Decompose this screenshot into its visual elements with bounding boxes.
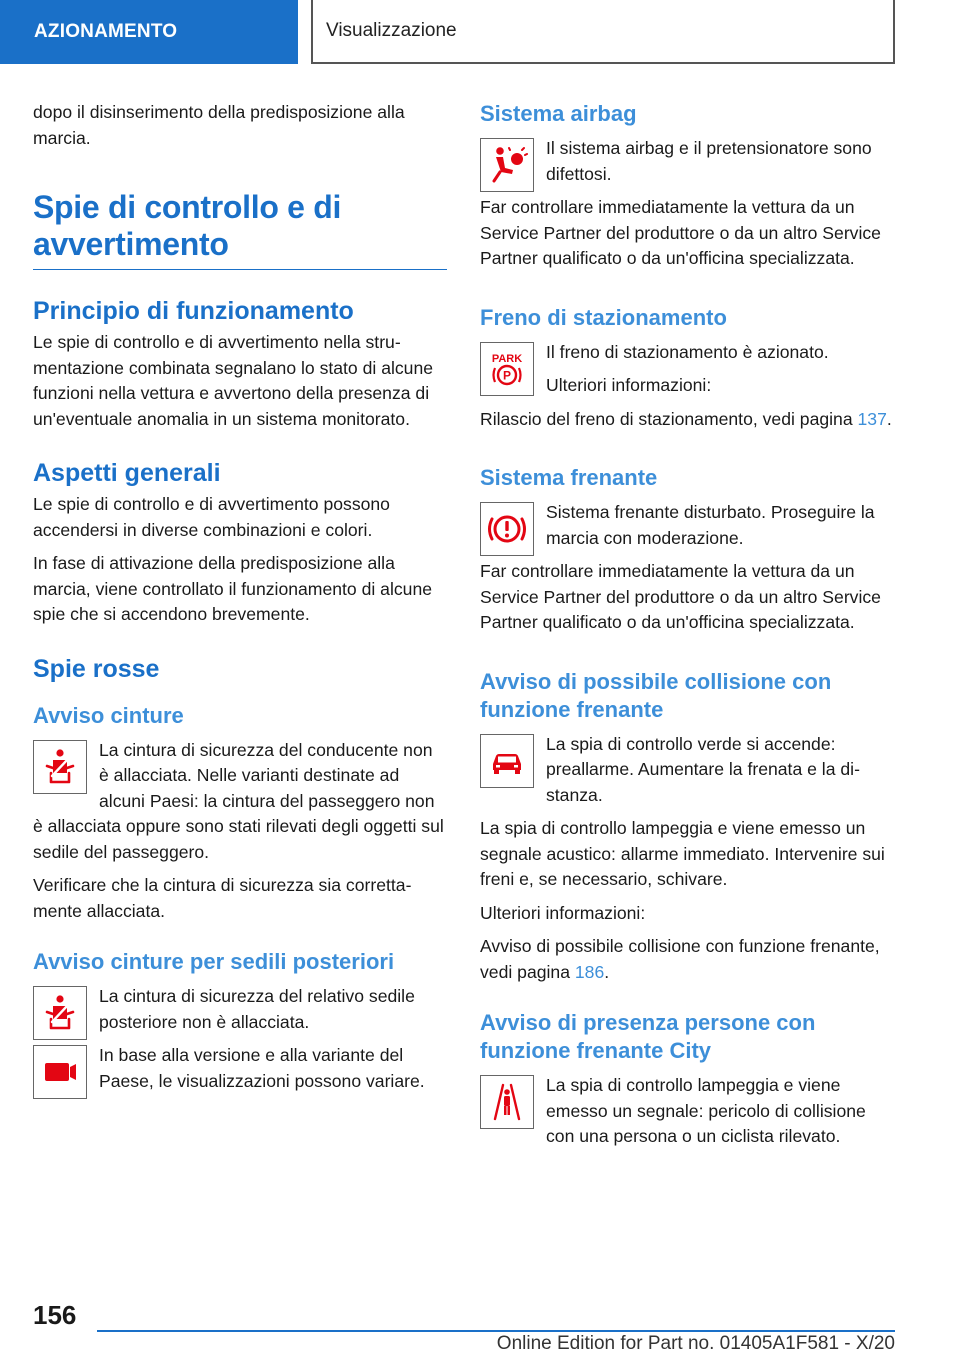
- pedestrian-warning-icon: [480, 1075, 534, 1129]
- right-column: [480, 100, 896, 1158]
- sistema-frenante-heading: Sistema frenante: [480, 465, 658, 490]
- avviso-cinture-post-text-2: In base alla versione e alla variante del Paese, le visualizzazioni possono variare.: [99, 1045, 425, 1091]
- airbag-entry: [480, 136, 896, 280]
- left-column: [33, 100, 447, 1102]
- park-label: PARK: [491, 352, 523, 365]
- airbag-heading: Sistema airbag: [480, 101, 637, 126]
- sistema-frenante-text-2: Far controllare immediatamente la vettura da un Service Partner del produttore o da un altro Service Partner qualificato o da un'officina specializzata.: [480, 561, 881, 632]
- svg-text:P: P: [502, 368, 512, 382]
- avviso-cinture-post-entry-2: [33, 1043, 447, 1102]
- collisione-text-3: Ulteriori informazioni:: [480, 902, 646, 923]
- intro-paragraph: dopo il disinserimento della predisposizione alla marcia.: [33, 102, 405, 148]
- principio-heading: Principio di funzionamento: [33, 297, 354, 325]
- collision-warning-icon: [480, 734, 534, 788]
- avviso-cinture-text-2: Verificare che la cintura di sicurezza sia correttamente allacciata.: [33, 875, 412, 921]
- airbag-text-2: Far controllare immediatamente la vettura da un Service Partner del produttore o da un altro Service Partner qualificato o da un'officina specializzata.: [480, 197, 881, 268]
- freno-staz-text-2: Ulteriori informazioni:: [546, 375, 712, 395]
- avviso-cinture-heading: Avviso cinture: [33, 702, 184, 728]
- persone-text-1: La spia di controllo lampeggia e viene emesso un segnale: pericolo di collisione con una persona o un ciclista rilevato.: [546, 1075, 866, 1146]
- persone-entry: [480, 1073, 896, 1158]
- rear-seat-status-icon: [33, 1045, 87, 1099]
- seatbelt-icon: [33, 740, 87, 794]
- aspetti-text-1: Le spie di controllo e di avvertimento possono accendersi in diverse combinazioni e colori.: [33, 494, 390, 540]
- collisione-text-1: La spia di controllo verde si accende: preallarme. Aumentare la frenata e la distanza.: [546, 733, 860, 805]
- seatbelt-icon: [33, 986, 87, 1040]
- collisione-heading: Avviso di possibile collisione con funzione frenante: [480, 668, 832, 722]
- page-link-186[interactable]: 186: [574, 961, 605, 982]
- footer-divider: [97, 1330, 895, 1332]
- aspetti-heading: Aspetti generali: [33, 459, 221, 487]
- collisione-text-4: Avviso di possibile collisione con funzione frenante, vedi pagina 186.: [480, 936, 880, 982]
- freno-staz-text-3: Rilascio del freno di stazionamento, vedi pagina 137.: [480, 408, 892, 429]
- park-brake-icon: [480, 342, 534, 396]
- main-title: Spie di controllo e di avvertimento: [33, 189, 447, 270]
- collisione-entry: [480, 732, 896, 986]
- sistema-frenante-entry: [480, 500, 896, 644]
- collisione-text-2: La spia di controllo lampeggia e viene emesso un segnale acustico: allarme immediato. Intervenire sui freni e, se necessario, schivare.: [480, 818, 885, 889]
- avviso-cinture-post-heading: Avviso cinture per sedili posteriori: [33, 949, 395, 974]
- page-number: 156: [33, 1300, 77, 1330]
- avviso-cinture-post-entry-1: [33, 984, 447, 1043]
- principio-text: Le spie di controllo e di avvertimento nella strumentazione combinata segnalano lo stato di alcune funzioni nella vettura e avvertono della presenza di un'eventuale anomalia in un sistema monitorato.: [33, 332, 434, 429]
- spie-rosse-heading: Spie rosse: [33, 654, 160, 683]
- header-section-label: AZIONAMENTO: [0, 0, 298, 64]
- airbag-icon: [480, 138, 534, 192]
- avviso-cinture-entry: [33, 738, 447, 925]
- footer-edition: Online Edition for Part no. 01405A1F581 - X/20: [496, 1333, 895, 1354]
- freno-staz-text-1: Il freno di stazionamento è azionato.: [546, 341, 829, 362]
- avviso-cinture-text-1: La cintura di sicurezza del conducente non è allacciata. Nelle varianti destinate ad alcuni Paesi: la cintura del passeggero non è allacciata oppure sono stati rilevati degli oggetti sul sedile del passeggero.: [33, 739, 444, 862]
- brake-warning-icon: [480, 502, 534, 556]
- freno-staz-heading: Freno di stazionamento: [480, 304, 727, 330]
- sistema-frenante-text-1: Sistema frenante disturbato. Proseguire la marcia con moderazione.: [546, 502, 875, 548]
- persone-heading: Avviso di presenza persone con funzione frenante City: [480, 1010, 816, 1063]
- freno-staz-entry: [480, 340, 896, 441]
- avviso-cinture-post-text-1: La cintura di sicurezza del relativo sedile posteriore non è allacciata.: [99, 986, 415, 1032]
- header-chapter-label: Visualizzazione: [311, 0, 895, 64]
- page-link-137[interactable]: 137: [857, 408, 887, 429]
- airbag-text-1: Il sistema airbag e il pretensionatore sono difettosi.: [546, 138, 872, 184]
- aspetti-text-2: In fase di attivazione della predisposizione alla marcia, viene controllato il funzionamento di alcune spie che si accendono brevemente.: [33, 553, 433, 624]
